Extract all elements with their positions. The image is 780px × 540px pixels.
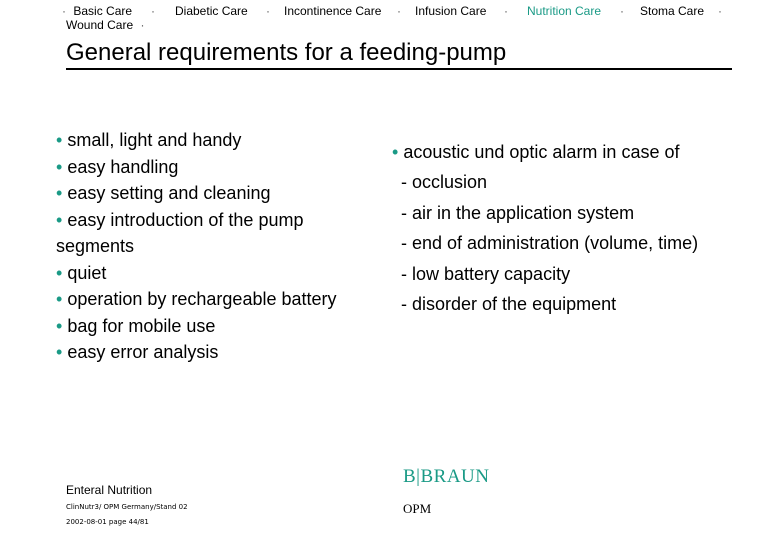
nav-separator: · xyxy=(151,4,155,18)
nav-sep-3 xyxy=(397,4,401,18)
nav-item-nutrition-wrap xyxy=(527,4,601,18)
nav-separator: · xyxy=(397,4,401,18)
nav-item-stoma-care[interactable]: Stoma Care xyxy=(640,4,705,18)
alarm-item: - occlusion xyxy=(401,172,488,193)
list-item xyxy=(56,180,386,207)
nav-sep-4 xyxy=(504,4,508,18)
bullet-icon: • xyxy=(56,262,63,283)
nav-separator: · xyxy=(62,4,66,18)
alarm-heading-text: acoustic und optic alarm in case of xyxy=(403,142,680,162)
alarm-item: - air in the application system xyxy=(401,202,635,223)
list-item xyxy=(56,313,386,340)
alarm-item: - low battery capacity xyxy=(401,263,571,284)
footer-opm: OPM xyxy=(403,501,432,516)
list-item-text: small, light and handy xyxy=(67,130,242,150)
list-item-continued xyxy=(56,233,386,260)
list-item xyxy=(56,154,386,181)
bullet-icon: • xyxy=(56,156,63,177)
list-item-text: easy error analysis xyxy=(67,342,219,362)
list-item-text: easy setting and cleaning xyxy=(67,183,271,203)
list-item-text: segments xyxy=(56,236,135,256)
list-item-text: easy handling xyxy=(67,156,179,177)
nav-item-diabetic-care[interactable]: Diabetic Care xyxy=(175,4,248,18)
nav-sep-5 xyxy=(620,4,624,18)
list-item-text: operation by rechargeable battery xyxy=(67,289,337,309)
requirements-list xyxy=(56,127,386,366)
bullet-icon: • xyxy=(56,315,63,336)
alarm-list xyxy=(392,137,698,319)
alarm-item: - disorder of the equipment xyxy=(401,294,617,315)
list-item-text: bag for mobile use xyxy=(67,315,216,336)
nav-item-incontinence-care[interactable]: Incontinence Care xyxy=(284,4,382,18)
footer-label: Enteral Nutrition xyxy=(66,483,153,497)
nav-item-incontinence-wrap xyxy=(284,4,381,18)
nav-sep-6 xyxy=(718,4,722,18)
list-item-text: quiet xyxy=(67,262,107,283)
bullet-icon: • xyxy=(56,289,63,309)
list-item xyxy=(56,286,386,313)
nav-item-infusion-wrap xyxy=(415,4,486,18)
nav-separator: · xyxy=(504,4,508,18)
list-item xyxy=(56,127,386,154)
list-item xyxy=(56,339,386,366)
bullet-icon: • xyxy=(56,130,63,150)
alarm-item: - end of administration (volume, time) xyxy=(401,233,699,254)
nav-sep-1 xyxy=(151,4,155,18)
nav-item-diabetic-wrap xyxy=(175,4,248,18)
bullet-icon: • xyxy=(56,183,63,203)
nav-separator: · xyxy=(140,18,145,32)
page-title: General requirements for a feeding-pump xyxy=(66,38,732,70)
nav-item-basic-care[interactable]: Basic Care xyxy=(73,4,133,18)
nav-sep-2 xyxy=(266,4,270,18)
nav-item-nutrition-care[interactable]: Nutrition Care xyxy=(527,4,602,18)
list-item xyxy=(56,207,386,234)
nav-separator: · xyxy=(718,4,722,18)
bullet-icon: • xyxy=(56,342,63,362)
nav-item-wound-wrap xyxy=(66,18,145,32)
list-item-text: easy introduction of the pump xyxy=(67,209,304,230)
nav-separator: · xyxy=(620,4,624,18)
footer-date-page: 2002-08-01 page 44/81 xyxy=(66,518,149,526)
nav-separator: · xyxy=(266,4,270,18)
footer-reference: ClinNutr3/ OPM Germany/Stand 02 xyxy=(66,503,188,511)
nav-bar xyxy=(62,4,132,18)
alarm-heading xyxy=(392,137,698,167)
list-item xyxy=(56,260,386,287)
nav-item-stoma-wrap xyxy=(640,4,704,18)
braun-logo: B|BRAUN xyxy=(403,466,490,487)
bullet-icon: • xyxy=(392,142,399,162)
nav-item-wound-care[interactable]: Wound Care xyxy=(66,18,134,32)
nav-item-infusion-care[interactable]: Infusion Care xyxy=(415,4,487,18)
bullet-icon: • xyxy=(56,209,63,230)
